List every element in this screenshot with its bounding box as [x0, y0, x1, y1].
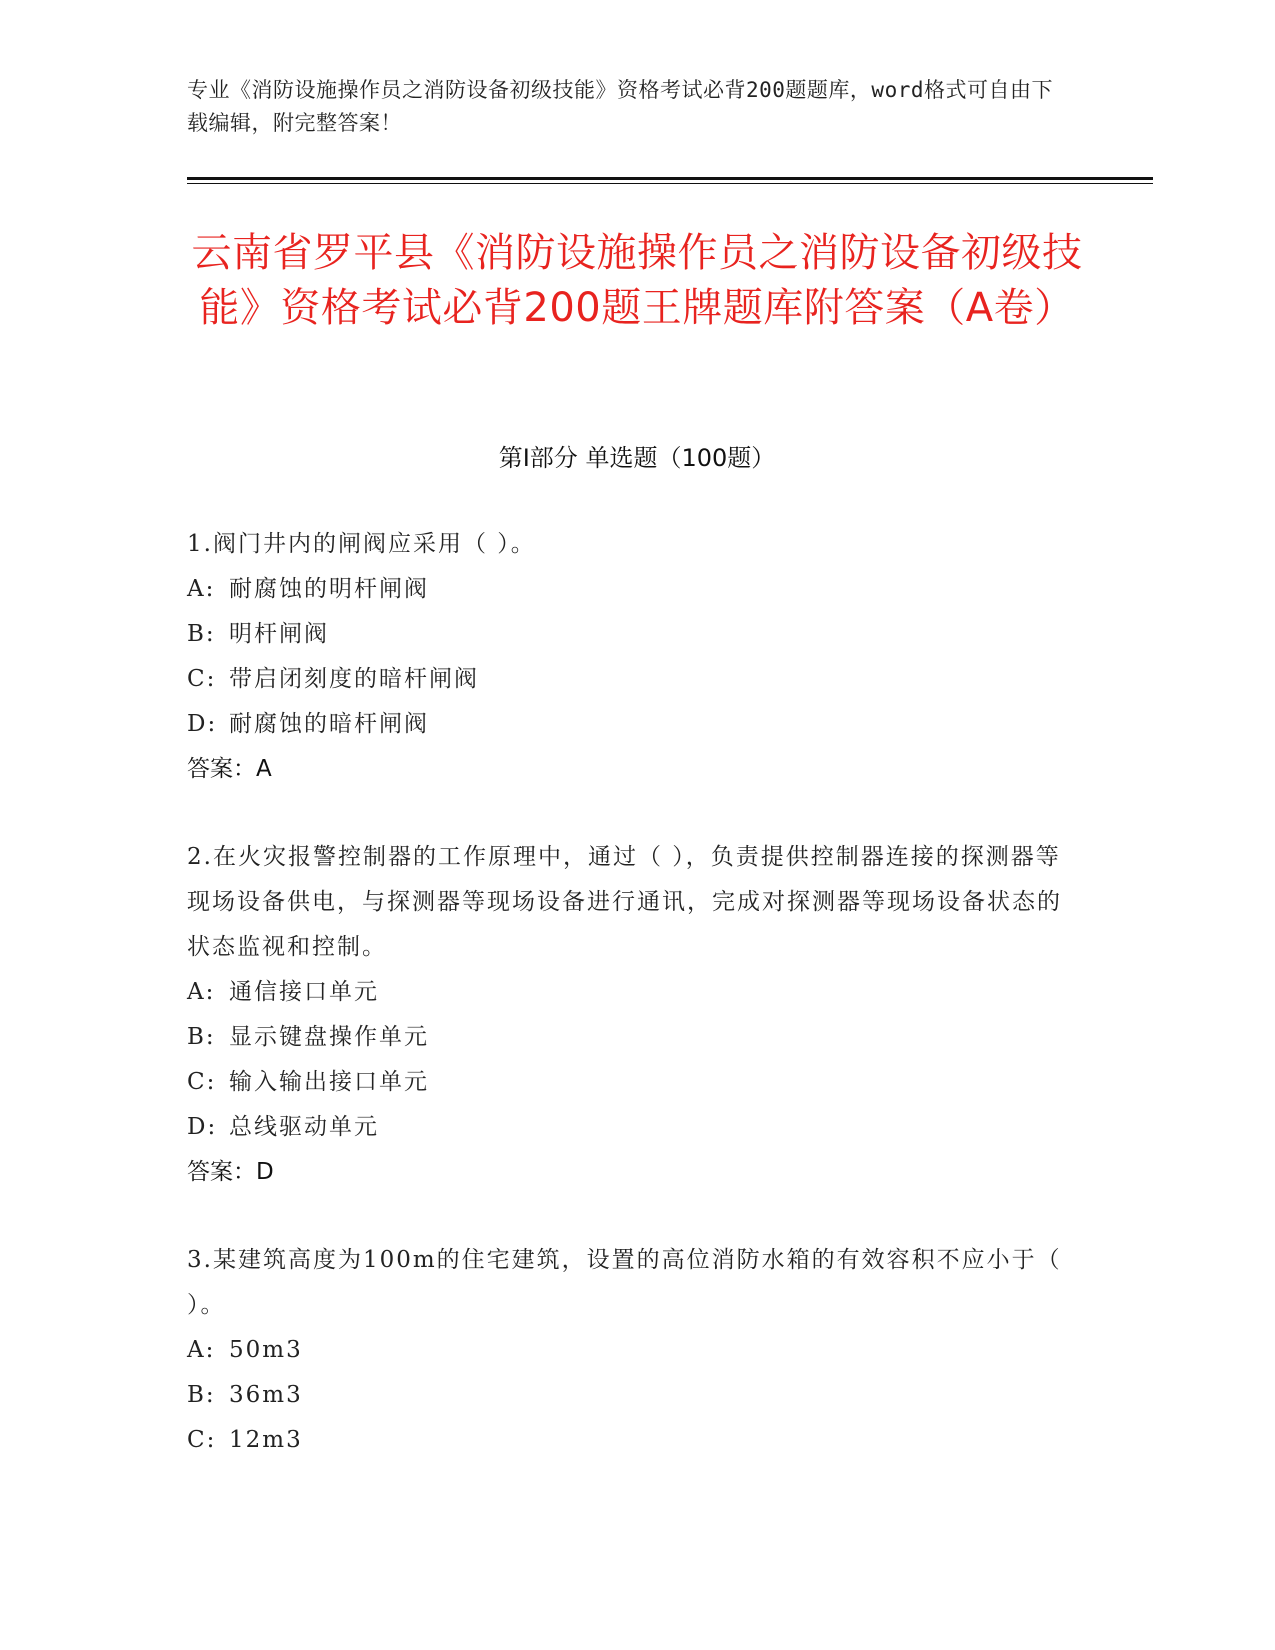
header-rule-thick [187, 177, 1153, 180]
option-a [187, 970, 1067, 1015]
question-stem: 3.某建筑高度为100m的住宅建筑，设置的高位消防水箱的有效容积不应小于（ ）。 [187, 1247, 1062, 1318]
option-text: 带启闭刻度的暗杆闸阀 [229, 666, 479, 692]
option-letter: C: [187, 1427, 217, 1453]
option-c [187, 657, 1067, 702]
option-letter: A: [187, 576, 216, 602]
option-text: 明杆闸阀 [229, 621, 329, 647]
option-letter: C: [187, 666, 217, 692]
option-d [187, 1105, 1067, 1150]
option-text: 50m3 [229, 1337, 303, 1363]
option-a [187, 567, 1067, 612]
option-d [187, 702, 1067, 747]
question-list [187, 522, 1067, 1506]
header-rule-thin [187, 183, 1153, 184]
option-text: 输入输出接口单元 [229, 1069, 429, 1095]
option-letter: A: [187, 1337, 216, 1363]
option-letter: D: [187, 1114, 218, 1140]
document-title: 云南省罗平县《消防设施操作员之消防设备初级技能》资格考试必背200题王牌题库附答案（A卷） [191, 230, 1083, 331]
option-text: 耐腐蚀的暗杆闸阀 [229, 711, 429, 737]
header-note: 专业《消防设施操作员之消防设备初级技能》资格考试必背200题题库，word格式可自由下载编辑，附完整答案！ [187, 78, 1053, 135]
option-text: 显示键盘操作单元 [229, 1024, 429, 1050]
option-b [187, 1373, 1067, 1418]
question-stem: 1.阀门井内的闸阀应采用（ ）。 [187, 531, 536, 557]
question-1 [187, 522, 1067, 792]
question-stem: 2.在火灾报警控制器的工作原理中，通过（ ），负责提供控制器连接的探测器等现场设备供电，与探测器等现场设备进行通讯，完成对探测器等现场设备状态的状态监视和控制。 [187, 844, 1062, 960]
option-b [187, 612, 1067, 657]
option-letter: B: [187, 1382, 216, 1408]
option-letter: B: [187, 1024, 216, 1050]
answer-prefix: 答案： [187, 756, 256, 782]
option-b [187, 1015, 1067, 1060]
option-a [187, 1328, 1067, 1373]
answer-value: D [256, 1159, 274, 1185]
option-text: 总线驱动单元 [229, 1114, 379, 1140]
option-text: 通信接口单元 [229, 979, 379, 1005]
question-2 [187, 835, 1067, 1195]
answer-prefix: 答案： [187, 1159, 256, 1185]
answer-line [187, 1150, 1067, 1195]
option-text: 耐腐蚀的明杆闸阀 [229, 576, 429, 602]
option-text: 36m3 [229, 1382, 303, 1408]
option-c [187, 1060, 1067, 1105]
question-3 [187, 1238, 1067, 1463]
option-text: 12m3 [229, 1427, 303, 1453]
option-letter: A: [187, 979, 216, 1005]
section-heading: 第I部分 单选题（100题） [498, 444, 776, 472]
option-letter: D: [187, 711, 218, 737]
answer-line [187, 747, 1067, 792]
option-c [187, 1418, 1067, 1463]
option-letter: B: [187, 621, 216, 647]
option-letter: C: [187, 1069, 217, 1095]
answer-value: A [256, 756, 272, 782]
